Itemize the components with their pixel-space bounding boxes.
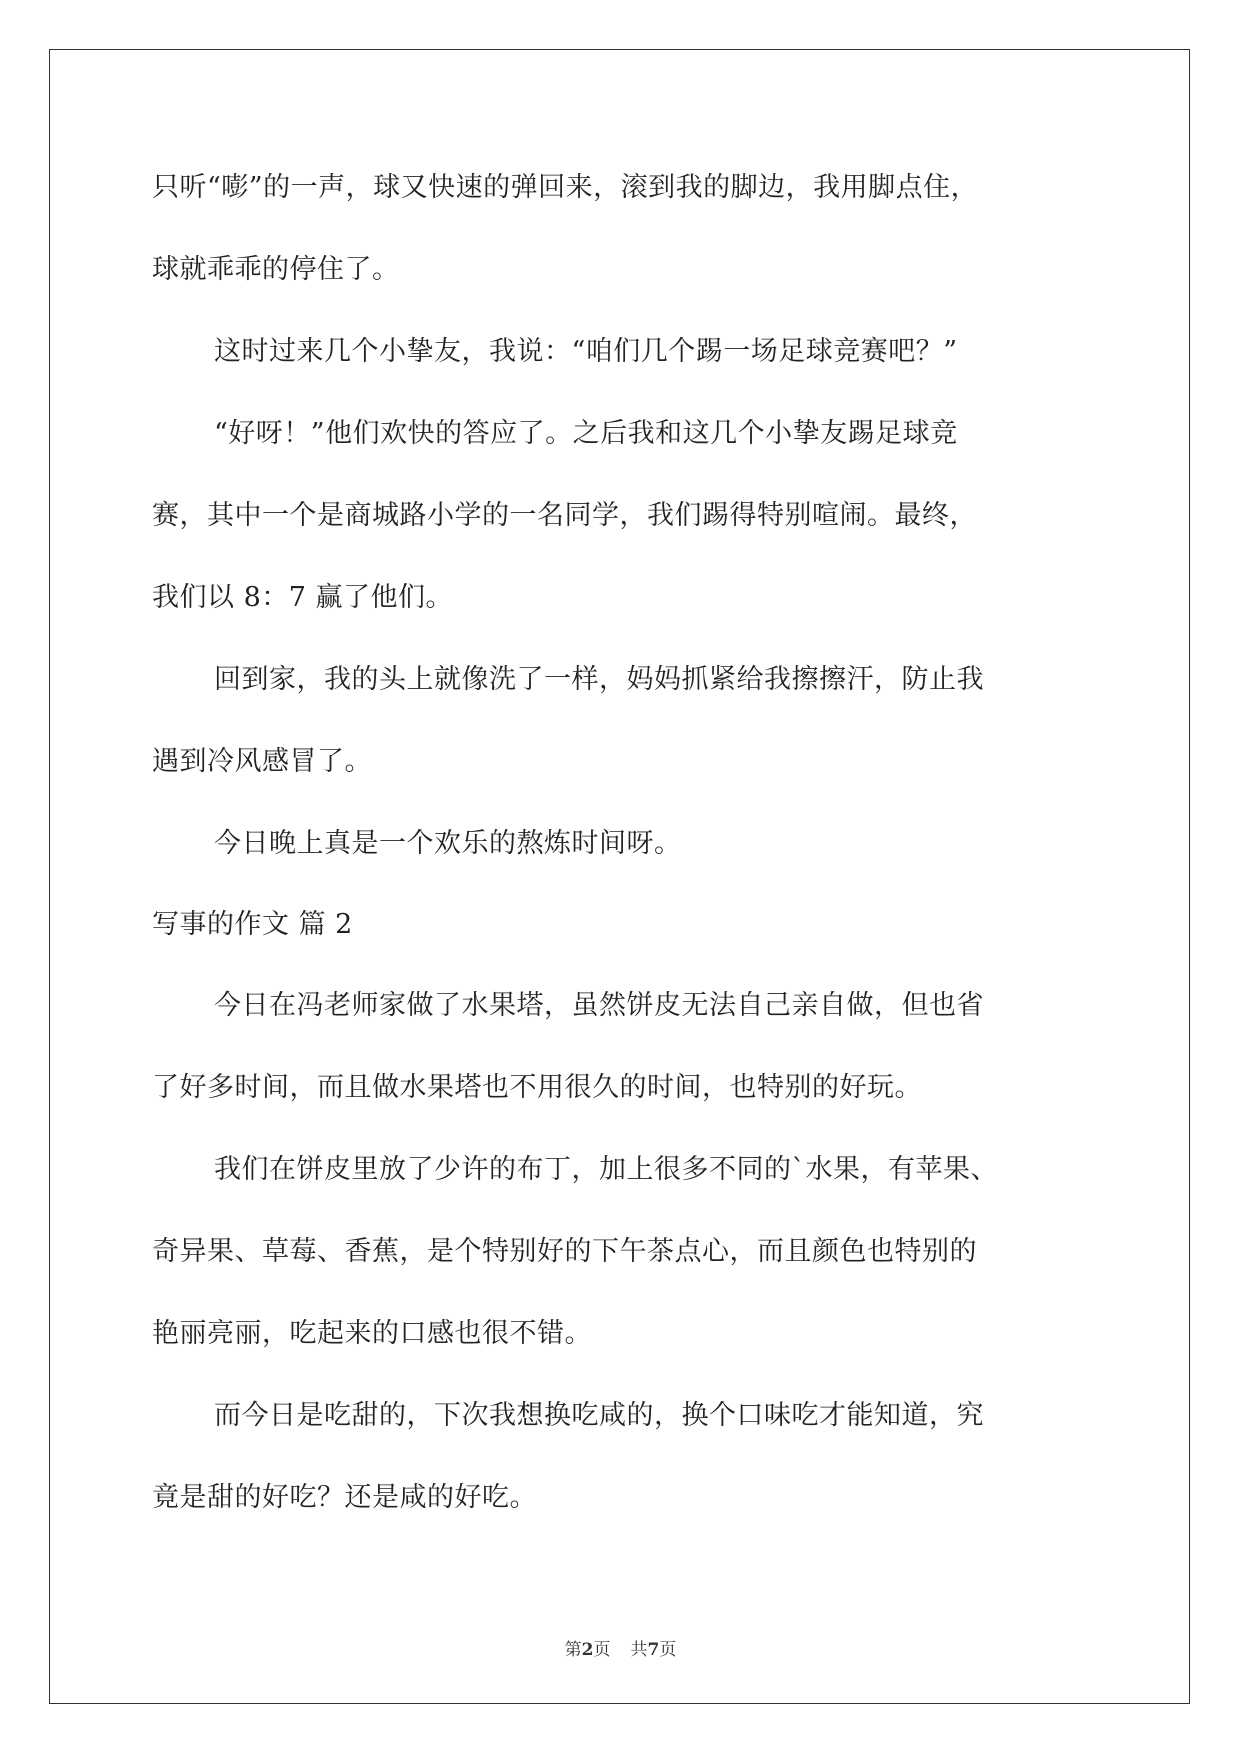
paragraph-line: 今日在冯老师家做了水果塔，虽然饼皮无法自己亲自做，但也省 <box>214 990 984 1021</box>
paragraph-line: 遇到冷风感冒了。 <box>152 746 372 777</box>
paragraph-line: 竟是甜的好吃？还是咸的好吃。 <box>152 1482 537 1513</box>
page-prefix: 第 <box>564 1640 582 1660</box>
paragraph-line: 球就乖乖的停住了。 <box>152 254 400 285</box>
page-footer <box>0 1640 1241 1660</box>
paragraph-line: 赛，其中一个是商城路小学的一名同学，我们踢得特别喧闹。最终， <box>152 500 977 531</box>
page-border <box>49 49 1190 1704</box>
paragraph-line: 而今日是吃甜的，下次我想换吃咸的，换个口味吃才能知道，究 <box>214 1400 984 1431</box>
section-heading: 写事的作文 篇 2 <box>152 909 353 940</box>
paragraph-line: “好呀！”他们欢快的答应了。之后我和这几个小挚友踢足球竞 <box>214 418 958 449</box>
paragraph-line: 只听“嘭”的一声，球又快速的弹回来，滚到我的脚边，我用脚点住， <box>152 172 979 203</box>
paragraph-line: 我们以 8：7 赢了他们。 <box>152 582 454 613</box>
paragraph-line: 今日晚上真是一个欢乐的熬炼时间呀。 <box>214 828 682 859</box>
total-suffix: 页 <box>659 1640 677 1660</box>
paragraph-line: 了好多时间，而且做水果塔也不用很久的时间，也特别的好玩。 <box>152 1072 922 1103</box>
paragraph-line: 艳丽亮丽，吃起来的口感也很不错。 <box>152 1318 592 1349</box>
total-prefix: 共 <box>630 1640 648 1660</box>
page-suffix: 页 <box>593 1640 611 1660</box>
page-number: 2 <box>581 1640 594 1660</box>
paragraph-line: 我们在饼皮里放了少许的布丁，加上很多不同的`水果，有苹果、 <box>214 1154 998 1185</box>
paragraph-line: 这时过来几个小挚友，我说：“咱们几个踢一场足球竞赛吧？” <box>214 336 958 367</box>
paragraph-line: 回到家，我的头上就像洗了一样，妈妈抓紧给我擦擦汗，防止我 <box>214 664 984 695</box>
total-pages: 7 <box>647 1640 660 1660</box>
paragraph-line: 奇异果、草莓、香蕉，是个特别好的下午茶点心，而且颜色也特别的 <box>152 1236 977 1267</box>
